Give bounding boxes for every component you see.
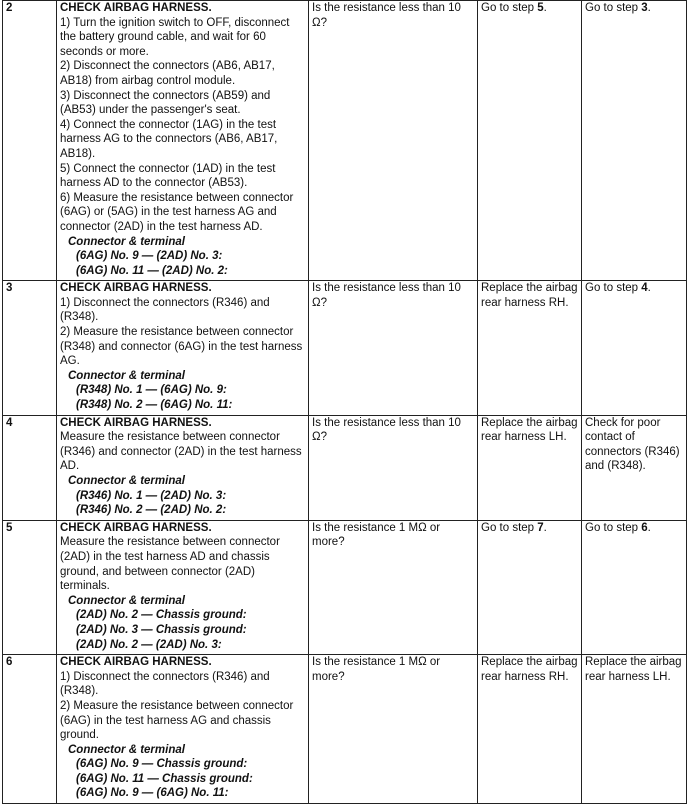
no-step-link[interactable]: 6 (641, 521, 648, 534)
procedure-line: 6) Measure the resistance between connector (6AG) or (5AG) in the test harness AG and connector (2AD) in the test harness AD. (60, 191, 294, 233)
step-number (3, 281, 57, 415)
step-number-text: 4 (6, 416, 13, 429)
procedure-cell (57, 520, 309, 654)
connector-terminal-spec: (R348) No. 1 — (6AG) No. 9: (76, 384, 227, 397)
procedure-cell (57, 1, 309, 281)
connector-terminal-spec: (2AD) No. 3 — Chassis ground: (76, 623, 247, 636)
step-number (3, 520, 57, 654)
connector-terminal-spec: (6AG) No. 11 — (2AD) No. 2: (76, 264, 228, 277)
connector-terminal-spec: (R346) No. 1 — (2AD) No. 3: (76, 489, 227, 502)
procedure-line: 5) Connect the connector (1AD) in the test harness AD to the connector (AB53). (60, 162, 276, 190)
connector-terminal-heading: Connector & terminal (68, 369, 185, 382)
yes-cell (478, 281, 582, 415)
procedure-line: 1) Disconnect the connectors (R346) and (R348). (60, 296, 270, 324)
step-number (3, 655, 57, 804)
procedure-line: 1) Disconnect the connectors (R346) and (R348). (60, 670, 270, 698)
no-cell (582, 1, 687, 281)
step-number (3, 1, 57, 281)
no-step-link[interactable]: 4 (641, 282, 648, 295)
procedure-title: CHECK AIRBAG HARNESS. (60, 416, 212, 429)
connector-terminal-spec: (6AG) No. 9 — Chassis ground: (76, 758, 248, 771)
step-row-4 (3, 415, 687, 520)
yes-action: Replace the airbag rear harness RH. (481, 656, 578, 683)
no-suffix: . (647, 521, 651, 534)
check-cell (309, 655, 478, 804)
procedure-line: Measure the resistance between connector (R346) and connector (2AD) in the test harness AD. (60, 431, 302, 473)
procedure-line: 1) Turn the ignition switch to OFF, disconnect the battery ground cable, and wait for 60 seconds or more. (60, 16, 290, 58)
yes-action: Replace the airbag rear harness LH. (481, 416, 578, 444)
check-cell (309, 520, 478, 654)
step-row-2 (3, 1, 687, 281)
yes-suffix: . (543, 2, 547, 14)
yes-prefix: Go to step (481, 2, 538, 14)
step-number-text: 2 (6, 2, 13, 14)
yes-cell (478, 520, 582, 654)
procedure-line: 3) Disconnect the connectors (AB59) and (AB53) under the passenger's seat. (60, 89, 271, 117)
no-action: Replace the airbag rear harness LH. (585, 656, 682, 683)
check-text: Is the resistance less than 10 Ω? (312, 416, 461, 444)
connector-terminal-spec: (6AG) No. 9 — (6AG) No. 11: (76, 787, 229, 800)
step-number-text: 6 (6, 656, 13, 669)
connector-terminal-spec: (R348) No. 2 — (6AG) No. 11: (76, 399, 233, 412)
yes-cell (478, 415, 582, 520)
no-suffix: . (647, 282, 651, 295)
check-text: Is the resistance 1 MΩ or more? (312, 656, 441, 683)
yes-cell (478, 1, 582, 281)
no-prefix: Go to step (585, 2, 642, 14)
procedure-title: CHECK AIRBAG HARNESS. (60, 282, 212, 295)
check-text: Is the resistance less than 10 Ω? (312, 2, 461, 29)
connector-terminal-spec: (6AG) No. 11 — Chassis ground: (76, 772, 253, 785)
step-row-3 (3, 281, 687, 415)
procedure-cell (57, 415, 309, 520)
step-number (3, 415, 57, 520)
no-cell (582, 520, 687, 654)
procedure-cell (57, 655, 309, 804)
connector-terminal-heading: Connector & terminal (68, 743, 185, 756)
check-text: Is the resistance less than 10 Ω? (312, 282, 461, 309)
yes-cell (478, 655, 582, 804)
procedure-title: CHECK AIRBAG HARNESS. (60, 521, 212, 534)
procedure-line: 2) Measure the resistance between connector (6AG) in the test harness AG and chassis ground. (60, 699, 294, 742)
connector-terminal-spec: (2AD) No. 2 — Chassis ground: (76, 609, 247, 622)
connector-terminal-heading: Connector & terminal (68, 235, 185, 248)
no-cell (582, 415, 687, 520)
diagnostic-table (2, 0, 687, 804)
check-cell (309, 1, 478, 281)
connector-terminal-spec: (6AG) No. 9 — (2AD) No. 3: (76, 250, 223, 263)
procedure-line: 2) Measure the resistance between connector (R348) and connector (6AG) in the test harness AG. (60, 326, 303, 368)
connector-terminal-spec: (R346) No. 2 — (2AD) No. 2: (76, 504, 227, 517)
procedure-cell (57, 281, 309, 415)
procedure-line: 4) Connect the connector (1AG) in the test harness AG to the connectors (AB6, AB17, AB18). (60, 118, 278, 160)
procedure-title: CHECK AIRBAG HARNESS. (60, 2, 212, 14)
check-cell (309, 281, 478, 415)
no-cell (582, 655, 687, 804)
procedure-line: 2) Disconnect the connectors (AB6, AB17, AB18) from airbag control module. (60, 60, 275, 87)
check-cell (309, 415, 478, 520)
step-number-text: 5 (6, 521, 13, 534)
check-text: Is the resistance 1 MΩ or more? (312, 521, 441, 549)
yes-action: Replace the airbag rear harness RH. (481, 282, 578, 309)
procedure-title: CHECK AIRBAG HARNESS. (60, 656, 212, 669)
procedure-line: Measure the resistance between connector (2AD) in the test harness AD and chassis ground, and between connector (2AD) terminals. (60, 536, 280, 593)
no-cell (582, 281, 687, 415)
step-row-6 (3, 655, 687, 804)
no-action: Check for poor contact of connectors (R346) and (R348). (585, 416, 680, 473)
no-step-link[interactable]: 3 (641, 2, 648, 14)
yes-prefix: Go to step (481, 521, 538, 534)
no-prefix: Go to step (585, 282, 642, 295)
connector-terminal-spec: (2AD) No. 2 — (2AD) No. 3: (76, 638, 222, 651)
connector-terminal-heading: Connector & terminal (68, 594, 185, 607)
yes-step-link[interactable]: 5 (537, 2, 544, 14)
step-number-text: 3 (6, 282, 13, 295)
connector-terminal-heading: Connector & terminal (68, 475, 185, 487)
step-row-5 (3, 520, 687, 654)
no-suffix: . (647, 2, 651, 14)
yes-suffix: . (543, 521, 547, 534)
no-prefix: Go to step (585, 521, 642, 534)
yes-step-link[interactable]: 7 (537, 521, 544, 534)
